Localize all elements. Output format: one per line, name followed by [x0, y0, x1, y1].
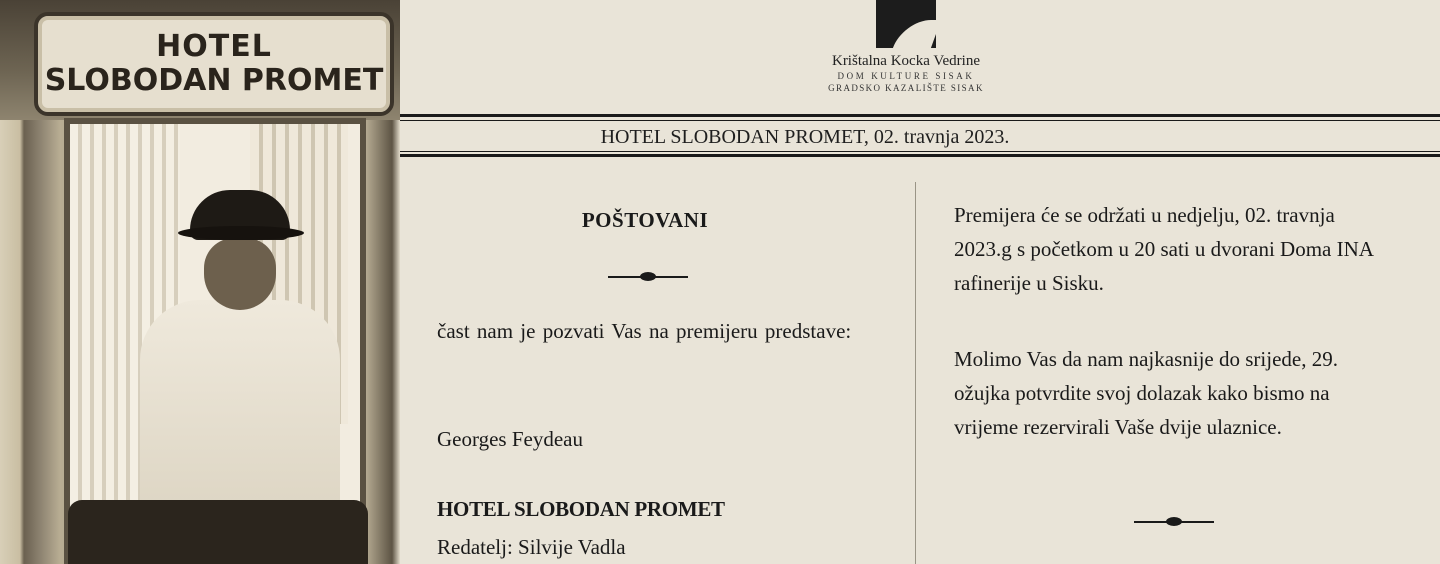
logo-subtitle-1: DOM KULTURE SISAK [837, 71, 975, 81]
logo-subtitle-2: GRADSKO KAZALIŠTE SISAK [828, 83, 984, 93]
invite-text: čast nam je pozvati Vas na premijeru predstave: [437, 319, 852, 343]
rsvp-info: Molimo Vas da nam najkasnije do srijede, 29. ožujka potvrdite svoj dolazak kako bismo na vrijeme rezervirali Vaše dvije ulaznice. [954, 347, 1338, 439]
hotel-sign-line1: HOTEL [156, 29, 272, 64]
theatre-logo [806, 0, 1006, 100]
logo-mark-icon [876, 0, 936, 48]
author-name: Georges Feydeau [437, 427, 583, 451]
premiere-info: Premijera će se održati u nedjelju, 02. travnja 2023.g s početkom u 20 sati u dvorani Doma INA rafinerije u Sisku. [954, 203, 1373, 295]
header-rule-top-thick [400, 114, 1440, 117]
poster-photo [0, 0, 400, 564]
ornament-divider [608, 270, 688, 284]
header-rule-bottom-thick [400, 154, 1440, 157]
column-divider [915, 182, 916, 564]
header-rule-top-thin [400, 120, 1440, 121]
hotel-sign-line2: SLOBODAN PROMET [44, 63, 384, 98]
logo-name: Krištalna Kocka Vedrine [831, 53, 980, 69]
play-title: HOTEL SLOBODAN PROMET [437, 497, 725, 521]
header-rule-bottom-thin [400, 151, 1440, 152]
greeting: POŠTOVANI [581, 208, 709, 232]
hotel-sign [34, 12, 394, 116]
header-title: HOTEL SLOBODAN PROMET, 02. travnja 2023. [600, 126, 1010, 148]
photo-suitcase [68, 500, 368, 564]
ornament-divider-right [1134, 515, 1214, 529]
director-line: Redatelj: Silvije Vadla [437, 535, 626, 559]
